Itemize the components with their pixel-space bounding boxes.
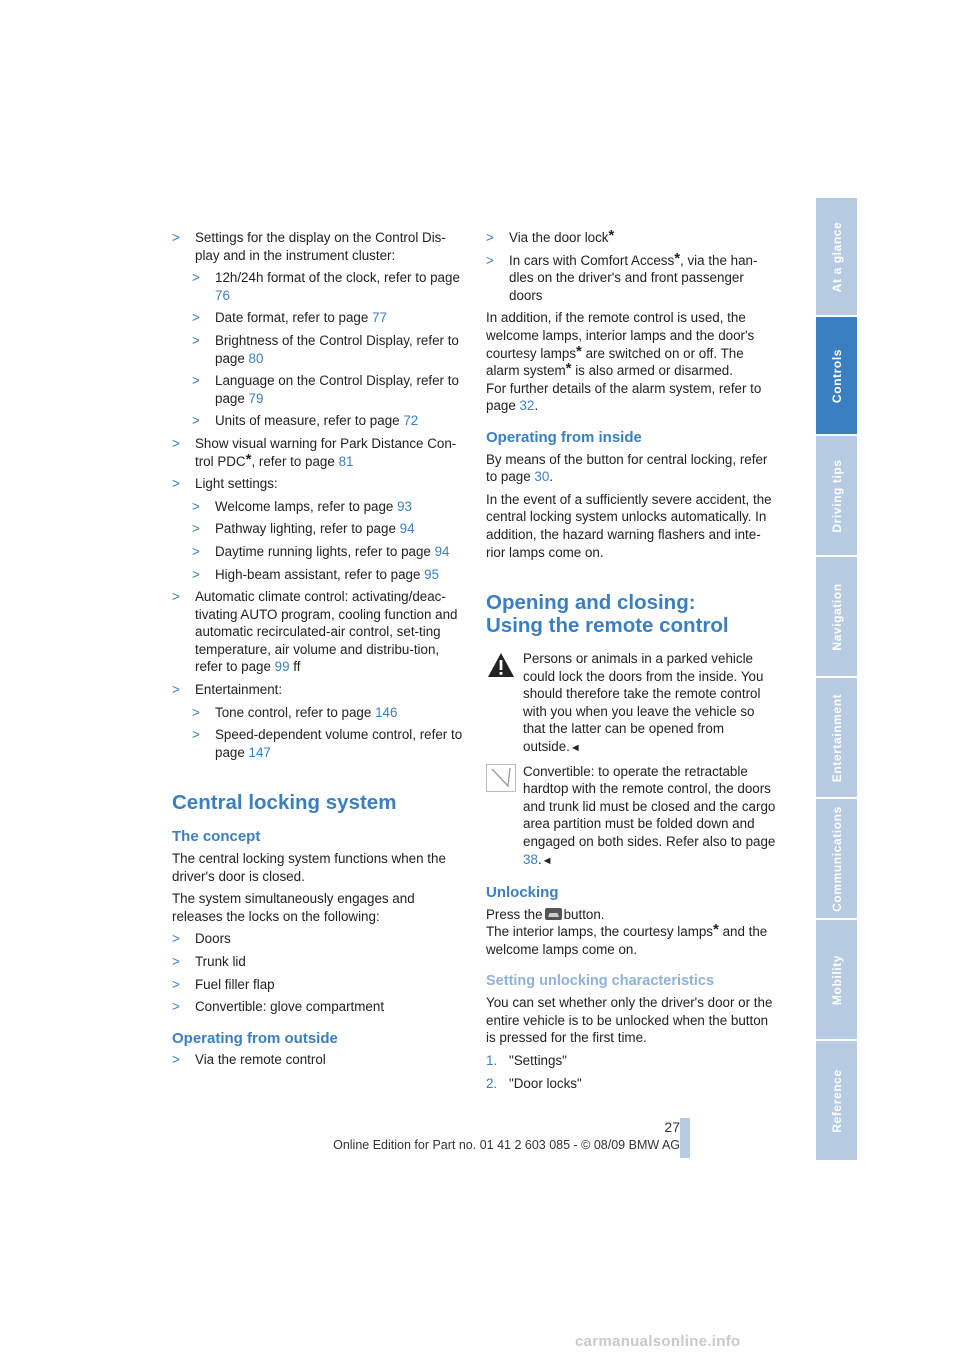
option-star-icon: * [608,227,615,244]
lock-item: > Fuel filler flap [172,976,275,992]
heading-unlocking-characteristics: Setting unlocking characteristics [486,972,715,989]
bullet-settings: > Settings for the display on the Control Dis-play and in the instrument cluster: [172,230,446,263]
tab-reference[interactable]: Reference [816,1041,857,1160]
option-star-icon: * [674,249,681,267]
page-link[interactable]: 76 [215,287,230,303]
lock-item: > Doors [172,931,231,947]
page-link[interactable]: 146 [375,704,398,720]
bullet-climate: > Automatic climate control: activating/deac-tivating AUTO program, cooling function and automatic recirculated-air control, set-ting temperature, air volume and distribu-tion, refer to page 99 ff [172,589,458,675]
watermark: carmanualsonline.info [575,1333,741,1350]
bullet-brightness: > Brightness of the Control Display, refer to page 80 [192,332,459,366]
left-column [172,229,464,1074]
footer-bar [680,1118,690,1158]
page-link[interactable]: 147 [248,744,271,760]
heading-operating-outside: Operating from outside [172,1029,338,1047]
heading-opening-closing: Opening and closing: Using the remote control [486,591,729,638]
setting-paragraph: You can set whether only the driver's door or the entire vehicle is to be unlocked when the button is pressed for the first time. [486,995,773,1046]
heading-operating-inside: Operating from inside [486,428,642,446]
convertible-note: Convertible: to operate the retractable hardtop with the remote control, the doors and trunk lid must be closed and the cargo area partition must be folded down and engaged on both sides. Refer also to page 38.◄ [486,763,778,871]
page-link[interactable]: 95 [424,566,440,582]
tab-driving-tips[interactable]: Driving tips [816,436,857,555]
page-link[interactable]: 80 [248,350,264,366]
bullet-entertainment: > Entertainment: [172,682,283,698]
step-item: 1. "Settings" [486,1052,567,1068]
bullet-date: > Date format, refer to page 77 [192,310,387,326]
option-star-icon: * [565,360,572,378]
page-link[interactable]: 94 [399,521,415,537]
page-link[interactable]: 38 [523,851,538,867]
bullet-comfort-access: > In cars with Comfort Access*, via the han-dles on the driver's and front passenger doors [486,249,758,303]
bullet-clock: > 12h/24h format of the clock, refer to page 76 [192,270,460,303]
bullet-language: > Language on the Control Display, refer to page 79 [192,373,459,406]
inside-paragraph-2: In the event of a sufficiently severe accident, the central locking system unlocks automatically. In addition, the hazard warning flashers and inte-rior lamps come on. [486,491,772,560]
chapter-sidebar [816,198,857,1160]
option-star-icon: * [713,921,719,939]
tab-navigation[interactable]: Navigation [816,557,857,676]
page-link[interactable]: 93 [397,498,413,514]
page-link[interactable]: 99 [274,659,290,675]
bullet-welcome: > Welcome lamps, refer to page 93 [192,498,413,514]
bullet-door-lock: > Via the door lock* [486,227,615,245]
lock-item: > Convertible: glove compartment [172,999,385,1015]
right-column [486,229,778,1097]
tab-mobility[interactable]: Mobility [816,920,857,1039]
note-icon [486,764,516,792]
option-star-icon: * [576,342,582,360]
inside-paragraph-1: By means of the button for central locking, refer to page 30. [486,451,768,485]
option-star-icon: * [245,450,252,468]
bullet-highbeam: > High-beam assistant, refer to page 95 [192,566,440,582]
bullet-remote-control: > Via the remote control [172,1052,326,1068]
tab-controls[interactable]: Controls [816,317,857,434]
heading-concept: The concept [172,828,261,846]
bullet-daytime: > Daytime running lights, refer to page 94 [192,543,450,559]
edition-footer: Online Edition for Part no. 01 41 2 603 085 - © 08/09 BMW AG [333,1138,680,1152]
concept-paragraph-2: The system simultaneously engages and releases the locks on the following: [172,891,415,924]
tab-at-a-glance[interactable]: At a glance [816,198,857,315]
unlock-button-icon [545,908,562,920]
heading-unlocking: Unlocking [486,884,559,902]
page-number: 27 [664,1119,680,1135]
tab-communications[interactable]: Communications [816,799,857,918]
concept-paragraph-1: The central locking system functions when the driver's door is closed. [172,851,446,884]
unlock-lamps-paragraph: The interior lamps, the courtesy lamps* and the welcome lamps come on. [486,921,768,957]
bullet-tone: > Tone control, refer to page 146 [192,704,398,720]
bullet-pdc: > Show visual warning for Park Distance Con-trol PDC*, refer to page 81 [172,435,457,469]
bullet-units: > Units of measure, refer to page 72 [192,413,419,429]
page-link[interactable]: 81 [338,453,354,469]
page-link[interactable]: 72 [403,413,419,429]
alarm-paragraph: For further details of the alarm system, refer to page 32. [486,380,762,414]
heading-central-locking: Central locking system [172,791,397,815]
tab-entertainment[interactable]: Entertainment [816,678,857,797]
page-link[interactable]: 30 [534,469,550,485]
unlock-paragraph: Press the button. [486,906,605,922]
lock-item: > Trunk lid [172,954,246,969]
bullet-speed-volume: > Speed-dependent volume control, refer to page 147 [192,727,463,760]
page-link[interactable]: 32 [519,398,535,414]
page-link[interactable]: 77 [372,310,387,326]
warning-triangle-icon [486,651,516,679]
page-link[interactable]: 79 [248,390,264,406]
bullet-light: > Light settings: [172,476,278,492]
bullet-pathway: > Pathway lighting, refer to page 94 [192,521,415,537]
remote-paragraph: In addition, if the remote control is used, the welcome lamps, interior lamps and the door's courtesy lamps* are switched on or off. The alarm system* is also armed or disarmed. [486,310,755,379]
step-item: 2. "Door locks" [486,1075,582,1091]
page-link[interactable]: 94 [434,543,450,559]
warning-note: Persons or animals in a parked vehicle could lock the doors from the inside. You should therefore take the remote control with you when you leave the vehicle so that the latter can be opened from outside.◄ [486,650,778,758]
